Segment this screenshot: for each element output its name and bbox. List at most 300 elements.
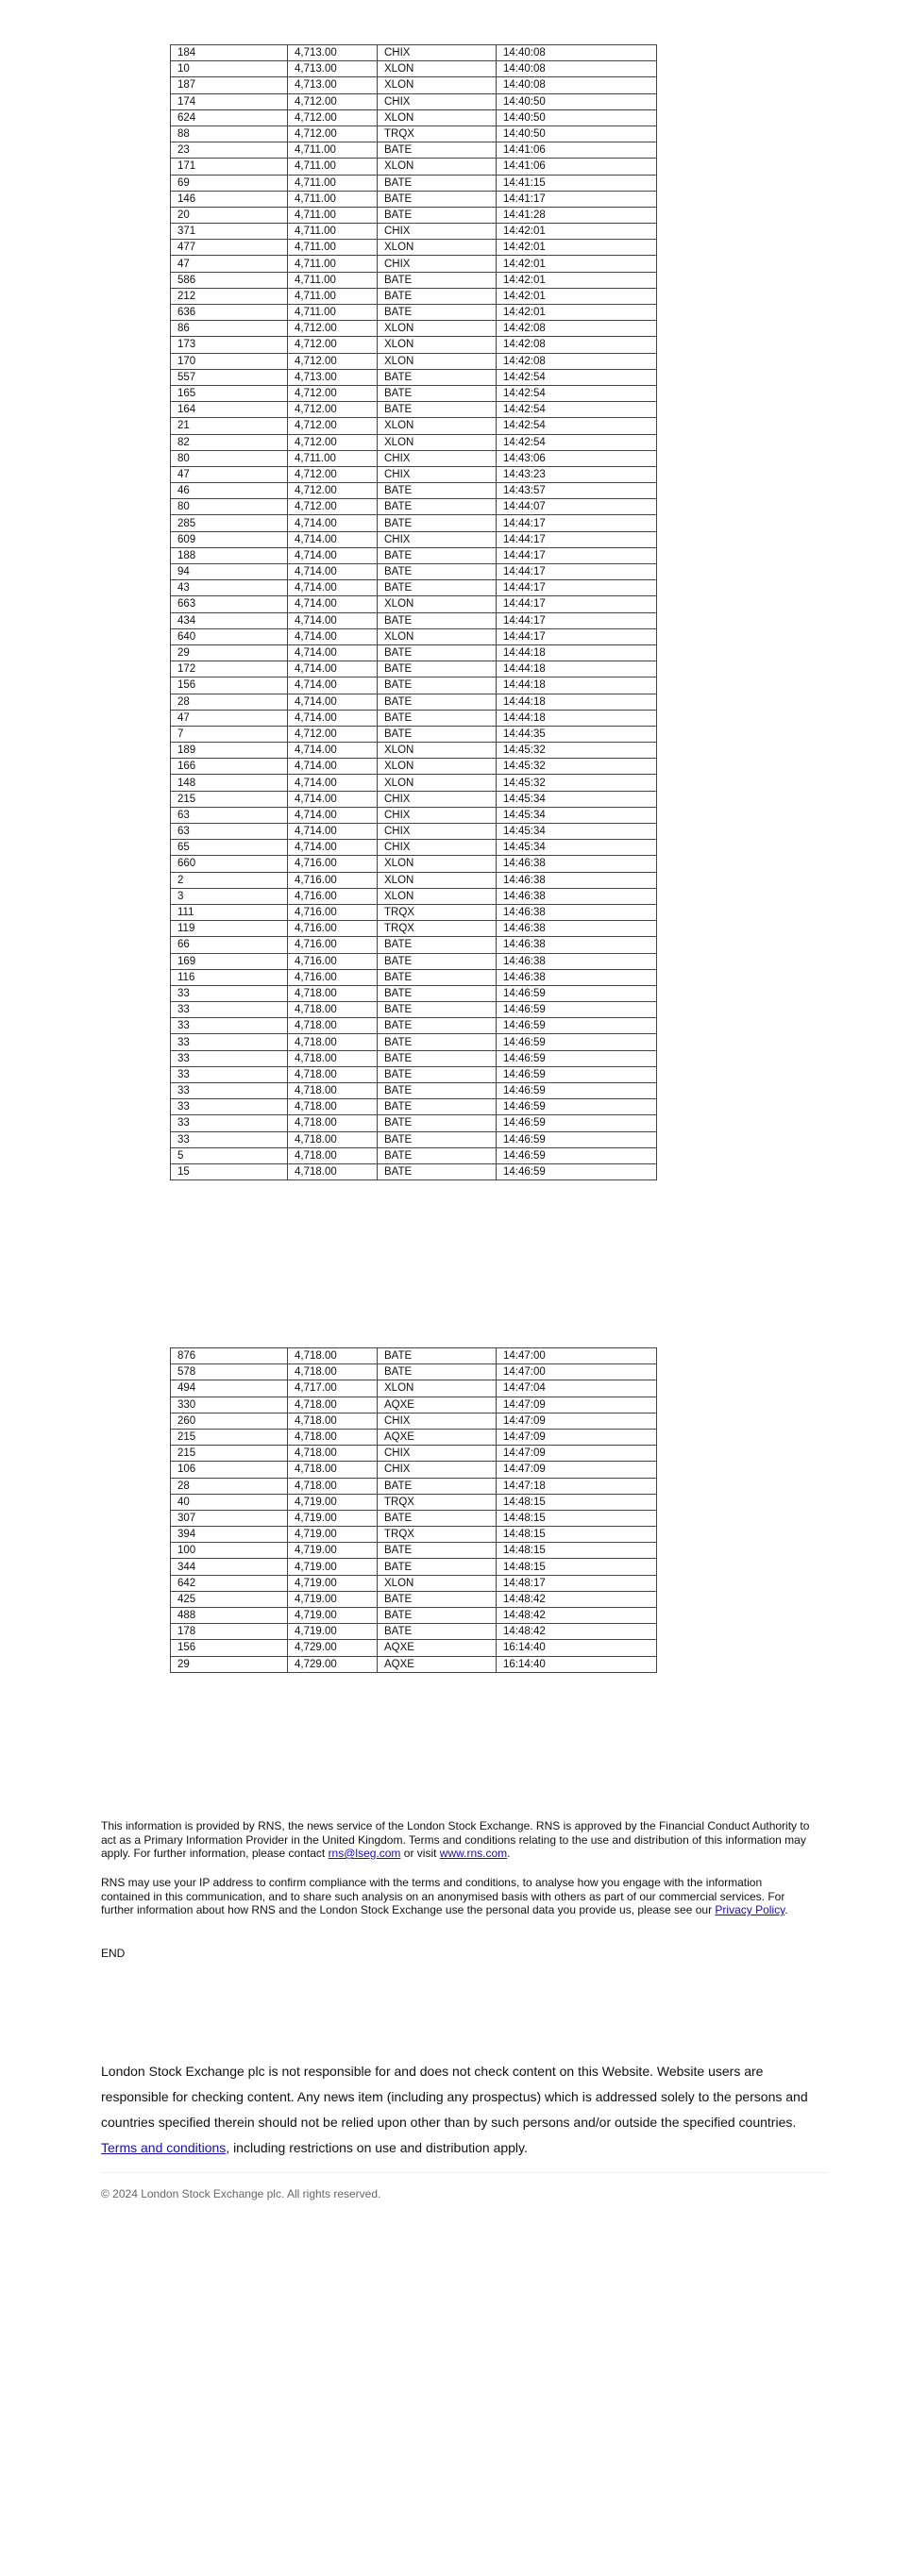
venue-cell: TRQX <box>378 1494 497 1510</box>
time-cell: 14:46:38 <box>497 856 657 872</box>
volume-cell: 640 <box>171 628 288 644</box>
price-cell: 4,718.00 <box>288 1083 378 1099</box>
time-cell: 14:42:01 <box>497 288 657 304</box>
time-cell: 14:47:09 <box>497 1397 657 1413</box>
venue-cell: BATE <box>378 564 497 580</box>
volume-cell: 394 <box>171 1527 288 1543</box>
volume-cell: 165 <box>171 385 288 401</box>
table-row <box>171 531 657 547</box>
venue-cell: TRQX <box>378 1527 497 1543</box>
price-cell: 4,719.00 <box>288 1624 378 1640</box>
price-cell: 4,713.00 <box>288 369 378 385</box>
rns-website-link[interactable]: www.rns.com <box>439 1847 508 1860</box>
time-cell: 14:44:17 <box>497 547 657 563</box>
volume-cell: 33 <box>171 985 288 1001</box>
price-cell: 4,714.00 <box>288 694 378 710</box>
volume-cell: 174 <box>171 93 288 109</box>
table-row <box>171 1527 657 1543</box>
time-cell: 14:42:08 <box>497 321 657 337</box>
venue-cell: BATE <box>378 953 497 969</box>
price-cell: 4,713.00 <box>288 61 378 77</box>
time-cell: 14:46:38 <box>497 937 657 953</box>
venue-cell: XLON <box>378 856 497 872</box>
time-cell: 14:46:59 <box>497 1131 657 1147</box>
price-cell: 4,718.00 <box>288 1115 378 1131</box>
volume-cell: 15 <box>171 1163 288 1179</box>
venue-cell: BATE <box>378 694 497 710</box>
table-row <box>171 45 657 61</box>
price-cell: 4,711.00 <box>288 142 378 159</box>
time-cell: 14:44:17 <box>497 531 657 547</box>
volume-cell: 164 <box>171 402 288 418</box>
venue-cell: XLON <box>378 337 497 353</box>
time-cell: 14:46:38 <box>497 888 657 904</box>
venue-cell: XLON <box>378 418 497 434</box>
time-cell: 14:44:07 <box>497 499 657 515</box>
volume-cell: 624 <box>171 109 288 125</box>
venue-cell: BATE <box>378 305 497 321</box>
venue-cell: CHIX <box>378 840 497 856</box>
price-cell: 4,714.00 <box>288 596 378 612</box>
disclaimer-tail: , including restrictions on use and distribution apply. <box>226 2140 528 2155</box>
price-cell: 4,712.00 <box>288 93 378 109</box>
time-cell: 14:48:15 <box>497 1543 657 1559</box>
time-cell: 14:45:32 <box>497 759 657 775</box>
table-row <box>171 1494 657 1510</box>
time-cell: 14:43:23 <box>497 466 657 482</box>
volume-cell: 43 <box>171 580 288 596</box>
time-cell: 14:44:17 <box>497 628 657 644</box>
volume-cell: 119 <box>171 921 288 937</box>
table-row <box>171 1624 657 1640</box>
price-cell: 4,719.00 <box>288 1575 378 1591</box>
volume-cell: 660 <box>171 856 288 872</box>
table-row <box>171 1364 657 1380</box>
volume-cell: 65 <box>171 840 288 856</box>
volume-cell: 33 <box>171 1131 288 1147</box>
transactions-table-1 <box>170 44 657 1180</box>
time-cell: 14:42:54 <box>497 434 657 450</box>
venue-cell: AQXE <box>378 1640 497 1656</box>
time-cell: 14:48:17 <box>497 1575 657 1591</box>
table-row <box>171 1413 657 1429</box>
price-cell: 4,718.00 <box>288 1050 378 1066</box>
price-cell: 4,718.00 <box>288 1099 378 1115</box>
price-cell: 4,716.00 <box>288 872 378 888</box>
price-cell: 4,718.00 <box>288 1131 378 1147</box>
time-cell: 14:48:15 <box>497 1527 657 1543</box>
volume-cell: 33 <box>171 1083 288 1099</box>
venue-cell: BATE <box>378 142 497 159</box>
table-row <box>171 369 657 385</box>
volume-cell: 187 <box>171 77 288 93</box>
volume-cell: 7 <box>171 726 288 742</box>
time-cell: 14:46:59 <box>497 1099 657 1115</box>
venue-cell: BATE <box>378 969 497 985</box>
price-cell: 4,716.00 <box>288 921 378 937</box>
table-row <box>171 985 657 1001</box>
price-cell: 4,714.00 <box>288 759 378 775</box>
time-cell: 14:44:17 <box>497 580 657 596</box>
time-cell: 14:40:08 <box>497 45 657 61</box>
time-cell: 14:42:01 <box>497 305 657 321</box>
venue-cell: CHIX <box>378 531 497 547</box>
volume-cell: 106 <box>171 1462 288 1478</box>
venue-cell: XLON <box>378 240 497 256</box>
venue-cell: BATE <box>378 207 497 223</box>
price-cell: 4,718.00 <box>288 1066 378 1082</box>
price-cell: 4,719.00 <box>288 1591 378 1607</box>
venue-cell: BATE <box>378 385 497 401</box>
price-cell: 4,718.00 <box>288 1018 378 1034</box>
time-cell: 14:41:17 <box>497 191 657 207</box>
terms-and-conditions-link[interactable]: Terms and conditions <box>101 2140 227 2155</box>
venue-cell: CHIX <box>378 466 497 482</box>
price-cell: 4,713.00 <box>288 77 378 93</box>
venue-cell: BATE <box>378 644 497 661</box>
venue-cell: BATE <box>378 1034 497 1050</box>
time-cell: 14:46:38 <box>497 969 657 985</box>
volume-cell: 189 <box>171 743 288 759</box>
price-cell: 4,714.00 <box>288 531 378 547</box>
price-cell: 4,714.00 <box>288 807 378 823</box>
table-row <box>171 402 657 418</box>
price-cell: 4,718.00 <box>288 1348 378 1364</box>
table-row <box>171 1608 657 1624</box>
price-cell: 4,729.00 <box>288 1656 378 1672</box>
time-cell: 16:14:40 <box>497 1640 657 1656</box>
volume-cell: 307 <box>171 1510 288 1526</box>
venue-cell: TRQX <box>378 904 497 920</box>
price-cell: 4,716.00 <box>288 888 378 904</box>
price-cell: 4,714.00 <box>288 791 378 807</box>
transactions-table-1-body <box>171 45 657 1180</box>
table-row <box>171 1131 657 1147</box>
price-cell: 4,711.00 <box>288 305 378 321</box>
volume-cell: 172 <box>171 661 288 677</box>
venue-cell: XLON <box>378 628 497 644</box>
venue-cell: BATE <box>378 483 497 499</box>
table-row <box>171 775 657 791</box>
time-cell: 14:45:34 <box>497 824 657 840</box>
price-cell: 4,713.00 <box>288 45 378 61</box>
time-cell: 14:42:08 <box>497 353 657 369</box>
price-cell: 4,711.00 <box>288 256 378 272</box>
volume-cell: 28 <box>171 694 288 710</box>
table-row <box>171 1559 657 1575</box>
volume-cell: 40 <box>171 1494 288 1510</box>
time-cell: 14:40:08 <box>497 61 657 77</box>
time-cell: 14:47:09 <box>497 1462 657 1478</box>
price-cell: 4,718.00 <box>288 1002 378 1018</box>
time-cell: 14:46:59 <box>497 1147 657 1163</box>
table-row <box>171 1348 657 1364</box>
price-cell: 4,714.00 <box>288 547 378 563</box>
venue-cell: BATE <box>378 288 497 304</box>
venue-cell: CHIX <box>378 791 497 807</box>
time-cell: 14:42:01 <box>497 256 657 272</box>
volume-cell: 5 <box>171 1147 288 1163</box>
venue-cell: BATE <box>378 580 497 596</box>
table-row <box>171 580 657 596</box>
time-cell: 14:41:28 <box>497 207 657 223</box>
time-cell: 14:48:15 <box>497 1510 657 1526</box>
price-cell: 4,718.00 <box>288 1397 378 1413</box>
table-row <box>171 1462 657 1478</box>
time-cell: 14:46:59 <box>497 1034 657 1050</box>
table-row <box>171 1147 657 1163</box>
table-row <box>171 564 657 580</box>
venue-cell: CHIX <box>378 224 497 240</box>
table-row <box>171 240 657 256</box>
table-row <box>171 856 657 872</box>
table-row <box>171 872 657 888</box>
price-cell: 4,718.00 <box>288 1147 378 1163</box>
table-row <box>171 385 657 401</box>
volume-cell: 434 <box>171 612 288 628</box>
time-cell: 14:48:15 <box>497 1559 657 1575</box>
price-cell: 4,712.00 <box>288 125 378 142</box>
table-row <box>171 969 657 985</box>
table-row <box>171 644 657 661</box>
venue-cell: AQXE <box>378 1429 497 1445</box>
table-row <box>171 1446 657 1462</box>
volume-cell: 33 <box>171 1002 288 1018</box>
table-row <box>171 1591 657 1607</box>
time-cell: 14:47:09 <box>497 1446 657 1462</box>
volume-cell: 285 <box>171 515 288 531</box>
venue-cell: BATE <box>378 272 497 288</box>
volume-cell: 3 <box>171 888 288 904</box>
venue-cell: BATE <box>378 1131 497 1147</box>
time-cell: 14:44:18 <box>497 694 657 710</box>
venue-cell: TRQX <box>378 921 497 937</box>
price-cell: 4,712.00 <box>288 353 378 369</box>
table-row <box>171 125 657 142</box>
time-cell: 16:14:40 <box>497 1656 657 1672</box>
rns-info-paragraph <box>101 1819 814 1861</box>
table-row <box>171 1478 657 1494</box>
venue-cell: XLON <box>378 743 497 759</box>
time-cell: 14:46:59 <box>497 1002 657 1018</box>
volume-cell: 156 <box>171 1640 288 1656</box>
price-cell: 4,716.00 <box>288 953 378 969</box>
price-cell: 4,719.00 <box>288 1559 378 1575</box>
volume-cell: 171 <box>171 159 288 175</box>
time-cell: 14:46:59 <box>497 1163 657 1179</box>
venue-cell: BATE <box>378 1348 497 1364</box>
time-cell: 14:40:08 <box>497 77 657 93</box>
volume-cell: 29 <box>171 644 288 661</box>
price-cell: 4,714.00 <box>288 677 378 694</box>
price-cell: 4,718.00 <box>288 1034 378 1050</box>
table-row <box>171 321 657 337</box>
price-cell: 4,714.00 <box>288 743 378 759</box>
price-cell: 4,712.00 <box>288 402 378 418</box>
table-row <box>171 1640 657 1656</box>
volume-cell: 642 <box>171 1575 288 1591</box>
table-row <box>171 1050 657 1066</box>
table-row <box>171 1099 657 1115</box>
venue-cell: XLON <box>378 1575 497 1591</box>
time-cell: 14:44:17 <box>497 564 657 580</box>
time-cell: 14:48:42 <box>497 1624 657 1640</box>
venue-cell: BATE <box>378 1608 497 1624</box>
table-row <box>171 1115 657 1131</box>
time-cell: 14:45:34 <box>497 840 657 856</box>
venue-cell: CHIX <box>378 807 497 823</box>
transactions-table-2 <box>170 1347 657 1673</box>
price-cell: 4,712.00 <box>288 109 378 125</box>
venue-cell: CHIX <box>378 1462 497 1478</box>
table-row <box>171 499 657 515</box>
price-cell: 4,718.00 <box>288 1462 378 1478</box>
venue-cell: XLON <box>378 353 497 369</box>
volume-cell: 212 <box>171 288 288 304</box>
volume-cell: 173 <box>171 337 288 353</box>
venue-cell: BATE <box>378 1099 497 1115</box>
time-cell: 14:45:34 <box>497 791 657 807</box>
price-cell: 4,714.00 <box>288 564 378 580</box>
time-cell: 14:48:42 <box>497 1591 657 1607</box>
transactions-table-2-body <box>171 1348 657 1673</box>
venue-cell: BATE <box>378 1066 497 1082</box>
table-row <box>171 661 657 677</box>
venue-cell: BATE <box>378 937 497 953</box>
volume-cell: 23 <box>171 142 288 159</box>
table-row <box>171 612 657 628</box>
price-cell: 4,714.00 <box>288 515 378 531</box>
price-cell: 4,717.00 <box>288 1380 378 1397</box>
volume-cell: 215 <box>171 791 288 807</box>
volume-cell: 344 <box>171 1559 288 1575</box>
table-row <box>171 175 657 191</box>
rns-email-link[interactable]: rns@lseg.com <box>328 1847 401 1860</box>
time-cell: 14:44:17 <box>497 612 657 628</box>
time-cell: 14:41:06 <box>497 159 657 175</box>
time-cell: 14:45:32 <box>497 743 657 759</box>
price-cell: 4,711.00 <box>288 207 378 223</box>
price-cell: 4,712.00 <box>288 418 378 434</box>
time-cell: 14:44:35 <box>497 726 657 742</box>
time-cell: 14:43:06 <box>497 450 657 466</box>
venue-cell: XLON <box>378 321 497 337</box>
volume-cell: 557 <box>171 369 288 385</box>
time-cell: 14:42:54 <box>497 402 657 418</box>
volume-cell: 166 <box>171 759 288 775</box>
time-cell: 14:44:18 <box>497 644 657 661</box>
table-row <box>171 743 657 759</box>
volume-cell: 371 <box>171 224 288 240</box>
venue-cell: BATE <box>378 547 497 563</box>
table-row <box>171 1656 657 1672</box>
rns-info-mid: or visit <box>400 1847 440 1860</box>
table-row <box>171 921 657 937</box>
table-row <box>171 726 657 742</box>
venue-cell: BATE <box>378 1050 497 1066</box>
price-cell: 4,719.00 <box>288 1494 378 1510</box>
time-cell: 14:42:01 <box>497 224 657 240</box>
venue-cell: XLON <box>378 109 497 125</box>
price-cell: 4,719.00 <box>288 1608 378 1624</box>
price-cell: 4,711.00 <box>288 159 378 175</box>
volume-cell: 111 <box>171 904 288 920</box>
venue-cell: XLON <box>378 1380 497 1397</box>
venue-cell: CHIX <box>378 450 497 466</box>
price-cell: 4,718.00 <box>288 1429 378 1445</box>
table-row <box>171 840 657 856</box>
time-cell: 14:45:32 <box>497 775 657 791</box>
volume-cell: 80 <box>171 450 288 466</box>
venue-cell: CHIX <box>378 1413 497 1429</box>
price-cell: 4,714.00 <box>288 628 378 644</box>
volume-cell: 148 <box>171 775 288 791</box>
price-cell: 4,711.00 <box>288 191 378 207</box>
time-cell: 14:48:42 <box>497 1608 657 1624</box>
table-row <box>171 694 657 710</box>
volume-cell: 33 <box>171 1066 288 1082</box>
privacy-policy-link[interactable]: Privacy Policy <box>715 1903 785 1916</box>
time-cell: 14:42:01 <box>497 272 657 288</box>
price-cell: 4,712.00 <box>288 483 378 499</box>
price-cell: 4,718.00 <box>288 1413 378 1429</box>
venue-cell: BATE <box>378 1543 497 1559</box>
venue-cell: BATE <box>378 985 497 1001</box>
venue-cell: CHIX <box>378 45 497 61</box>
venue-cell: BATE <box>378 1591 497 1607</box>
venue-cell: XLON <box>378 434 497 450</box>
volume-cell: 21 <box>171 418 288 434</box>
table-row <box>171 807 657 823</box>
venue-cell: BATE <box>378 1018 497 1034</box>
price-cell: 4,712.00 <box>288 726 378 742</box>
venue-cell: BATE <box>378 515 497 531</box>
price-cell: 4,712.00 <box>288 499 378 515</box>
price-cell: 4,716.00 <box>288 904 378 920</box>
price-cell: 4,712.00 <box>288 434 378 450</box>
venue-cell: XLON <box>378 872 497 888</box>
venue-cell: BATE <box>378 1478 497 1494</box>
price-cell: 4,718.00 <box>288 1364 378 1380</box>
table-row <box>171 1018 657 1034</box>
volume-cell: 494 <box>171 1380 288 1397</box>
volume-cell: 116 <box>171 969 288 985</box>
table-row <box>171 224 657 240</box>
table-row <box>171 596 657 612</box>
time-cell: 14:47:09 <box>497 1429 657 1445</box>
table-row <box>171 256 657 272</box>
table-row <box>171 288 657 304</box>
venue-cell: XLON <box>378 596 497 612</box>
table-row <box>171 191 657 207</box>
price-cell: 4,714.00 <box>288 644 378 661</box>
venue-cell: BATE <box>378 612 497 628</box>
table-row <box>171 1083 657 1099</box>
time-cell: 14:46:59 <box>497 985 657 1001</box>
table-row <box>171 888 657 904</box>
time-cell: 14:46:59 <box>497 1083 657 1099</box>
volume-cell: 260 <box>171 1413 288 1429</box>
time-cell: 14:45:34 <box>497 807 657 823</box>
volume-cell: 876 <box>171 1348 288 1364</box>
venue-cell: CHIX <box>378 256 497 272</box>
time-cell: 14:40:50 <box>497 125 657 142</box>
time-cell: 14:44:18 <box>497 661 657 677</box>
volume-cell: 215 <box>171 1446 288 1462</box>
price-cell: 4,714.00 <box>288 612 378 628</box>
table-row <box>171 937 657 953</box>
venue-cell: AQXE <box>378 1397 497 1413</box>
